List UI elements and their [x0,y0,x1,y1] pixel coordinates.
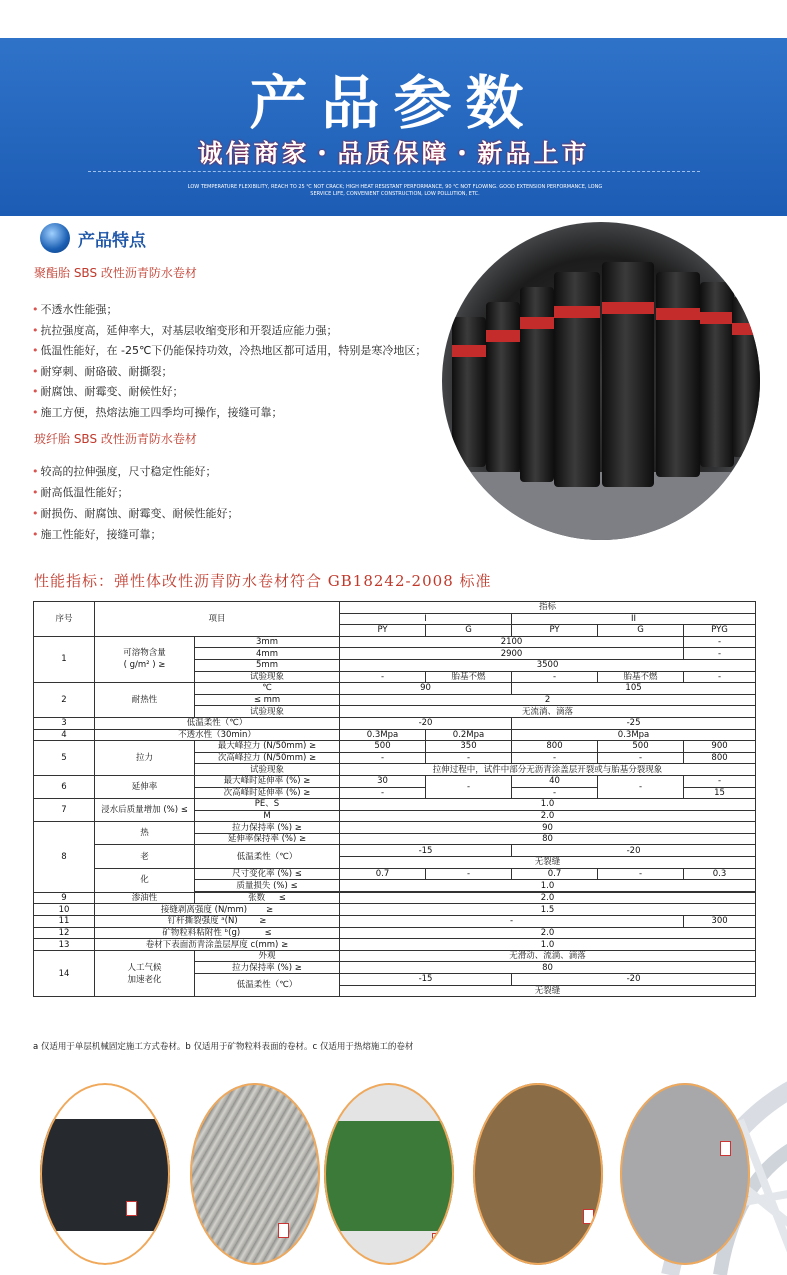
list-item: • 抗拉强度高，延伸率大，对基层收缩变形和开裂适应能力强； [32,321,426,342]
table-cell: - [684,671,756,683]
table-cell: 90 [340,683,512,695]
table-row [34,717,756,729]
table-cell: 试验现象 [195,706,340,718]
header-banner [0,38,787,216]
table-cell: 2900 [340,648,684,660]
table-cell: 无裂缝 [340,985,756,997]
feature-list-glassfiber [32,462,239,546]
table-cell: 钉杆撕裂强度 ᵃ(N) ≥ [95,916,340,928]
table-cell: 0.7 [512,868,598,880]
header-cell: PYG [684,625,756,637]
table-cell: 10 [34,904,95,916]
table-row [34,799,756,811]
product-rolls-photo [442,222,760,540]
feature-list-polyester [32,300,426,423]
list-item: • 耐高低温性能好； [32,483,239,504]
table-cell: 3500 [340,659,756,671]
table-row [34,845,756,857]
table-cell: 耐热性 [95,683,195,718]
list-item: • 低温性能好，在 -25℃下仍能保持功效，冷热地区都可适用，特别是寒冷地区； [32,341,426,362]
table-cell: 0.3 [684,868,756,880]
table-cell: -15 [340,974,512,986]
table-footnote: a 仅适用于单层机械固定施工方式卷材。b 仅适用于矿物粒料表面的卷材。c 仅适用于热熔施工的卷材 [33,1042,414,1052]
table-cell: 6 [34,775,95,798]
table-cell: 900 [684,741,756,753]
table-cell: 8 [34,822,95,893]
table-cell: - [598,868,684,880]
table-cell: 2.0 [340,810,756,822]
table-cell: 不透水性（30min） [95,729,340,741]
table-cell: 卷材下表面沥青涂盖层厚度 c(mm) ≥ [95,939,340,951]
table-cell: 800 [684,752,756,764]
header-cell: II [512,613,756,625]
table-cell: -15 [340,845,512,857]
table-cell: 无滑动、流淌、滴落 [340,950,756,962]
list-item: • 耐腐蚀、耐霉变、耐候性好； [32,382,426,403]
table-cell: 2 [34,683,95,718]
table-cell: 浸水后质量增加 (%) ≤ [95,799,195,822]
table-cell: 次高峰时延伸率 (%) ≥ [195,787,340,799]
table-cell: 0.2Mpa [426,729,512,741]
table-cell: 2.0 [340,927,756,939]
table-cell: 接缝剥离强度 (N/mm) ≥ [95,904,340,916]
table-cell: 最大峰拉力 (N/50mm) ≥ [195,741,340,753]
table-cell: -20 [512,974,756,986]
table-cell: - [426,775,512,798]
table-cell: 张数 ≤ [195,892,340,904]
table-cell: - [340,787,426,799]
table-cell: 3mm [195,636,340,648]
table-cell: 试验现象 [195,671,340,683]
table-cell: 3 [34,717,95,729]
table-cell: 14 [34,950,95,996]
table-cell: 次高峰拉力 (N/50mm) ≥ [195,752,340,764]
table-cell: - [426,868,512,880]
globe-icon [40,223,70,253]
table-cell: 350 [426,741,512,753]
table-cell: 1.0 [340,939,756,951]
table-cell: 试验现象 [195,764,340,776]
table-cell: - [684,775,756,787]
table-cell: 无裂缝 [340,857,756,869]
spec-table [33,601,756,997]
table-cell: - [684,636,756,648]
table-cell: 90 [340,822,756,834]
table-cell: 质量损失 (%) ≤ [195,880,340,892]
table-cell: 最大峰时延伸率 (%) ≥ [195,775,340,787]
table-cell: 渗油性 [95,892,195,904]
table-cell: 延伸率保持率 (%) ≥ [195,833,340,845]
table-cell: 7 [34,799,95,822]
table-cell: 1.0 [340,799,756,811]
performance-title: 性能指标：弹性体改性沥青防水卷材符合 GB18242-2008 标准 [34,572,492,590]
header-cell: I [340,613,512,625]
table-cell: 延伸率 [95,775,195,798]
table-cell: - [340,752,426,764]
header-cell: PY [512,625,598,637]
header-cell: G [598,625,684,637]
table-cell: 80 [340,962,756,974]
table-cell: -20 [512,845,756,857]
table-cell: 0.3Mpa [512,729,756,741]
table-cell: ℃ [195,683,340,695]
table-cell: 拉力保持率 (%) ≥ [195,962,340,974]
table-row [34,916,756,928]
table-cell: 40 [512,775,598,787]
table-cell: 5mm [195,659,340,671]
table-cell: 化 [95,868,195,892]
table-cell: - [512,752,598,764]
table-cell: 11 [34,916,95,928]
table-cell: 2100 [340,636,684,648]
table-cell: 9 [34,892,95,904]
table-cell: 2 [340,694,756,706]
table-cell: 尺寸变化率 (%) ≤ [195,868,340,880]
table-cell: 12 [34,927,95,939]
table-cell: 15 [684,787,756,799]
table-cell: 2.0 [340,892,756,904]
table-cell: 拉力 [95,741,195,776]
table-row [34,602,756,614]
table-cell: 0.7 [340,868,426,880]
table-cell: - [598,775,684,798]
table-cell: 热 [95,822,195,845]
banner-divider [88,171,700,172]
warehouse-floor [442,472,760,540]
table-cell: 低温柔性（℃） [195,974,340,997]
table-cell: 1 [34,636,95,682]
table-cell: 500 [340,741,426,753]
table-row [34,822,756,834]
table-cell: M [195,810,340,822]
table-cell: 胎基不燃 [426,671,512,683]
table-row [34,775,756,787]
list-item: • 施工方便，热熔法施工四季均可操作，接缝可靠； [32,403,426,424]
table-row [34,950,756,962]
list-item: • 较高的拉伸强度，尺寸稳定性能好； [32,462,239,483]
features-title: 产品特点 [78,230,146,251]
table-cell: 低温柔性（℃） [195,845,340,868]
table-cell: - [340,916,684,928]
table-row [34,636,756,648]
sample-black [40,1083,170,1265]
list-item: • 不透水性能强； [32,300,426,321]
table-row [34,927,756,939]
table-cell: 胎基不燃 [598,671,684,683]
section-title-glassfiber: 玻纤胎 SBS 改性沥青防水卷材 [34,432,197,446]
table-cell: 5 [34,741,95,776]
table-cell: 老 [95,845,195,868]
table-cell: 矿物粒料粘附性 ᵇ(g) ≤ [95,927,340,939]
list-item: • 施工性能好，接缝可靠； [32,525,239,546]
table-cell: ≤ mm [195,694,340,706]
table-cell: 4 [34,729,95,741]
table-cell: 外观 [195,950,340,962]
table-cell: 80 [340,833,756,845]
table-cell: PE、S [195,799,340,811]
table-cell: - [426,752,512,764]
sample-brown [473,1083,603,1265]
table-cell: 可溶物含量 ( g/m² ) ≥ [95,636,195,682]
table-row [34,868,756,880]
table-row [34,904,756,916]
sample-aluminum [190,1083,320,1265]
table-cell: 4mm [195,648,340,660]
table-cell: 300 [684,916,756,928]
table-cell: 105 [512,683,756,695]
section-title-polyester: 聚酯胎 SBS 改性沥青防水卷材 [34,266,197,280]
table-cell: 13 [34,939,95,951]
table-cell: - [598,752,684,764]
table-row [34,683,756,695]
table-cell: 500 [598,741,684,753]
table-row [34,892,756,904]
table-cell: 0.3Mpa [340,729,426,741]
table-cell: 30 [340,775,426,787]
page-title: 产品参数 [249,69,538,137]
table-row [34,741,756,753]
table-cell: 1.5 [340,904,756,916]
table-cell: - [512,787,598,799]
list-item: • 耐损伤、耐腐蚀、耐霉变、耐候性能好； [32,504,239,525]
table-cell: 1.0 [340,880,756,892]
table-cell: - [512,671,598,683]
table-cell: 无流淌、滴落 [340,706,756,718]
table-cell: -20 [340,717,512,729]
table-cell: 人工气候 加速老化 [95,950,195,996]
header-cell: 指标 [340,602,756,614]
features-heading [40,224,146,252]
table-cell: -25 [512,717,756,729]
header-cell: G [426,625,512,637]
banner-english-text: LOW TEMPERATURE FLEXIBILITY, REACH TO 25 ℃ NOT CRACK; HIGH HEAT RESISTANT PERFORMANCE, 90 ℃ NOT FLOWING. GOOD EXTENSION PERFORMANCE, LONG SERVICE LIFE, CONVENIENT CONSTRUCTION, LOW POLLUTION, ETC. [187,184,603,197]
header-cell: 项目 [95,602,340,637]
sample-green [324,1083,454,1265]
list-item: • 耐穿刺、耐硌破、耐撕裂； [32,362,426,383]
sample-gray [620,1083,750,1265]
table-cell: 低温柔性（℃） [95,717,340,729]
table-cell: 拉伸过程中，试件中部分无沥青涂盖层开裂或与胎基分裂现象 [340,764,756,776]
banner-subtitle: 诚信商家・品质保障・新品上市 [197,139,590,168]
table-row [34,729,756,741]
table-cell: - [684,648,756,660]
table-cell: 800 [512,741,598,753]
table-cell: - [340,671,426,683]
table-cell: 拉力保持率 (%) ≥ [195,822,340,834]
header-cell: 序号 [34,602,95,637]
table-row [34,939,756,951]
header-cell: PY [340,625,426,637]
